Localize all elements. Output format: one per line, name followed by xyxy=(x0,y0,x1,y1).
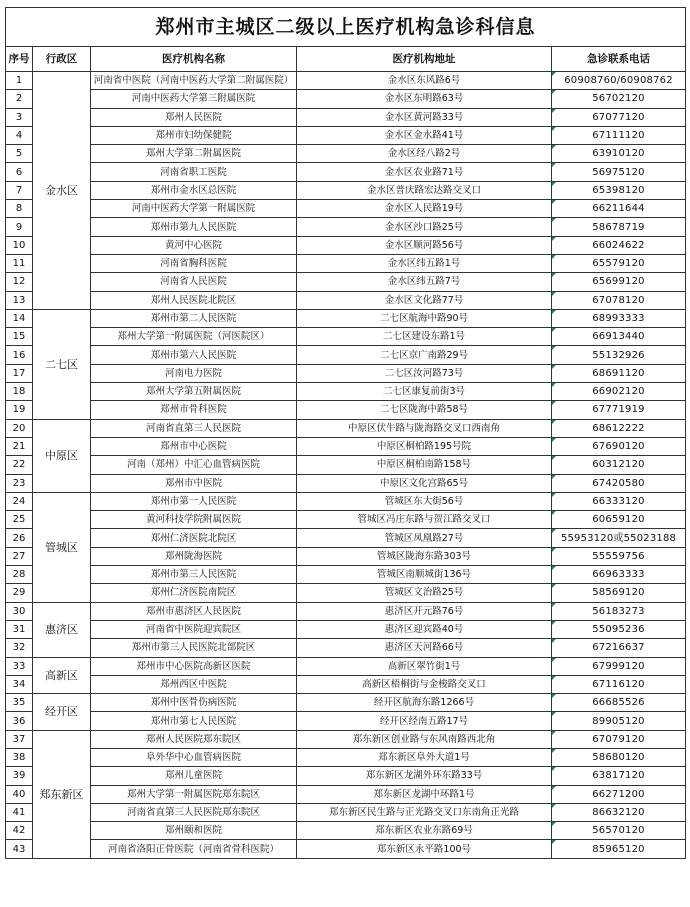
row-number: 21 xyxy=(6,437,33,455)
row-number: 19 xyxy=(6,401,33,419)
emergency-phone: 68612222 xyxy=(552,419,686,437)
institution-address: 金水区经八路2号 xyxy=(297,145,552,163)
district-cell: 高新区 xyxy=(33,657,91,694)
institution-name: 河南省职工医院 xyxy=(91,163,297,181)
emergency-phone: 85965120 xyxy=(552,840,686,858)
institution-name: 郑州西区中医院 xyxy=(91,675,297,693)
table-row xyxy=(6,181,686,199)
row-number: 13 xyxy=(6,291,33,309)
table-row xyxy=(6,822,686,840)
institution-address: 二七区航海中路90号 xyxy=(297,309,552,327)
emergency-phone: 66211644 xyxy=(552,200,686,218)
row-number: 1 xyxy=(6,72,33,90)
emergency-phone: 58678719 xyxy=(552,218,686,236)
row-number: 24 xyxy=(6,492,33,510)
institution-address: 二七区康复前街3号 xyxy=(297,383,552,401)
institution-address: 二七区京广南路29号 xyxy=(297,346,552,364)
emergency-phone: 66685526 xyxy=(552,694,686,712)
institution-address: 郑东新区永平路100号 xyxy=(297,840,552,858)
institution-name: 郑州市中医院 xyxy=(91,474,297,492)
table-row xyxy=(6,273,686,291)
emergency-phone: 66024622 xyxy=(552,236,686,254)
emergency-phone: 60908760/60908762 xyxy=(552,72,686,90)
institution-address: 惠济区开元路76号 xyxy=(297,602,552,620)
row-number: 28 xyxy=(6,566,33,584)
row-number: 10 xyxy=(6,236,33,254)
table-row xyxy=(6,90,686,108)
institution-name: 阜外华中心血管病医院 xyxy=(91,748,297,766)
table-row xyxy=(6,840,686,858)
emergency-phone: 63817120 xyxy=(552,767,686,785)
row-number: 18 xyxy=(6,383,33,401)
emergency-phone: 55953120或55023188 xyxy=(552,529,686,547)
district-cell: 中原区 xyxy=(33,419,91,492)
institution-address: 二七区汝河路73号 xyxy=(297,364,552,382)
institution-name: 河南中医药大学第三附属医院 xyxy=(91,90,297,108)
row-number: 32 xyxy=(6,639,33,657)
emergency-phone: 66271200 xyxy=(552,785,686,803)
table-row xyxy=(6,126,686,144)
district-cell: 二七区 xyxy=(33,309,91,419)
row-number: 17 xyxy=(6,364,33,382)
institution-name: 郑州市第二人民医院 xyxy=(91,309,297,327)
institution-name: 黄河中心医院 xyxy=(91,236,297,254)
emergency-phone: 65579120 xyxy=(552,254,686,272)
row-number: 11 xyxy=(6,254,33,272)
table-row xyxy=(6,620,686,638)
institution-address: 金水区农业路71号 xyxy=(297,163,552,181)
institution-name: 河南省中医院（河南中医药大学第二附属医院） xyxy=(91,72,297,90)
emergency-phone: 55095236 xyxy=(552,620,686,638)
row-number: 38 xyxy=(6,748,33,766)
emergency-phone: 56570120 xyxy=(552,822,686,840)
emergency-phone: 89905120 xyxy=(552,712,686,730)
table-row xyxy=(6,254,686,272)
table-row xyxy=(6,474,686,492)
emergency-phone: 67420580 xyxy=(552,474,686,492)
institution-name: 郑州人民医院 xyxy=(91,108,297,126)
institution-address: 金水区顺河路56号 xyxy=(297,236,552,254)
header-institution-address: 医疗机构地址 xyxy=(297,47,552,72)
institution-name: 郑州人民医院北院区 xyxy=(91,291,297,309)
emergency-phone: 58680120 xyxy=(552,748,686,766)
emergency-phone: 68691120 xyxy=(552,364,686,382)
table-row xyxy=(6,785,686,803)
institution-name: 郑州大学第五附属医院 xyxy=(91,383,297,401)
institution-address: 惠济区迎宾路40号 xyxy=(297,620,552,638)
institution-name: 郑州仁济医院北院区 xyxy=(91,529,297,547)
institution-address: 二七区建设东路1号 xyxy=(297,328,552,346)
table-row xyxy=(6,200,686,218)
institution-address: 金水区纬五路7号 xyxy=(297,273,552,291)
table-row xyxy=(6,547,686,565)
institution-name: 河南电力医院 xyxy=(91,364,297,382)
institution-address: 金水区黄河路33号 xyxy=(297,108,552,126)
institution-address: 经开区航海东路1266号 xyxy=(297,694,552,712)
emergency-phone: 60659120 xyxy=(552,511,686,529)
institution-name: 郑州市金水区总医院 xyxy=(91,181,297,199)
row-number: 33 xyxy=(6,657,33,675)
table-title: 郑州市主城区二级以上医疗机构急诊科信息 xyxy=(6,8,686,47)
institution-address: 高新区梧桐街与金梭路交叉口 xyxy=(297,675,552,693)
institution-address: 中原区桐柏路195号院 xyxy=(297,437,552,455)
table-row xyxy=(6,748,686,766)
table-row xyxy=(6,108,686,126)
institution-address: 郑东新区龙湖中环路1号 xyxy=(297,785,552,803)
institution-name: 郑州市第六人民医院 xyxy=(91,346,297,364)
table-row xyxy=(6,145,686,163)
institution-address: 金水区东风路6号 xyxy=(297,72,552,90)
row-number: 43 xyxy=(6,840,33,858)
row-number: 12 xyxy=(6,273,33,291)
row-number: 3 xyxy=(6,108,33,126)
table-row xyxy=(6,602,686,620)
table-row xyxy=(6,364,686,382)
institution-address: 金水区普庆路宏达路交叉口 xyxy=(297,181,552,199)
header-institution-name: 医疗机构名称 xyxy=(91,47,297,72)
district-cell: 金水区 xyxy=(33,72,91,310)
institution-address: 经开区经南五路17号 xyxy=(297,712,552,730)
table-row xyxy=(6,456,686,474)
row-number: 16 xyxy=(6,346,33,364)
institution-address: 管城区文治路25号 xyxy=(297,584,552,602)
institution-name: 郑州市中心医院高新区医院 xyxy=(91,657,297,675)
emergency-phone: 66963333 xyxy=(552,566,686,584)
row-number: 41 xyxy=(6,803,33,821)
institution-address: 中原区伏牛路与陇海路交叉口西南角 xyxy=(297,419,552,437)
emergency-phone: 68993333 xyxy=(552,309,686,327)
institution-address: 金水区金水路41号 xyxy=(297,126,552,144)
emergency-info-table xyxy=(5,7,686,859)
emergency-phone: 67999120 xyxy=(552,657,686,675)
institution-address: 金水区人民路19号 xyxy=(297,200,552,218)
emergency-phone: 67690120 xyxy=(552,437,686,455)
table-row xyxy=(6,309,686,327)
header-emergency-phone: 急诊联系电话 xyxy=(552,47,686,72)
emergency-phone: 60312120 xyxy=(552,456,686,474)
row-number: 8 xyxy=(6,200,33,218)
table-row xyxy=(6,584,686,602)
table-row xyxy=(6,657,686,675)
header-district: 行政区 xyxy=(33,47,91,72)
row-number: 23 xyxy=(6,474,33,492)
table-row xyxy=(6,401,686,419)
institution-name: 河南省人民医院 xyxy=(91,273,297,291)
row-number: 2 xyxy=(6,90,33,108)
institution-name: 黄河科技学院附属医院 xyxy=(91,511,297,529)
row-number: 14 xyxy=(6,309,33,327)
emergency-phone: 67078120 xyxy=(552,291,686,309)
row-number: 36 xyxy=(6,712,33,730)
institution-address: 管城区东大街56号 xyxy=(297,492,552,510)
row-number: 5 xyxy=(6,145,33,163)
table-row xyxy=(6,328,686,346)
institution-address: 金水区文化路77号 xyxy=(297,291,552,309)
institution-address: 惠济区天河路66号 xyxy=(297,639,552,657)
institution-name: 郑州市第一人民医院 xyxy=(91,492,297,510)
institution-name: 郑州仁济医院南院区 xyxy=(91,584,297,602)
institution-name: 郑州市妇幼保健院 xyxy=(91,126,297,144)
header-number: 序号 xyxy=(6,47,33,72)
table-row xyxy=(6,163,686,181)
institution-name: 河南省直第三人民医院 xyxy=(91,419,297,437)
emergency-phone: 86632120 xyxy=(552,803,686,821)
institution-address: 郑东新区民生路与正光路交叉口东南角正光路 xyxy=(297,803,552,821)
emergency-phone: 56702120 xyxy=(552,90,686,108)
row-number: 40 xyxy=(6,785,33,803)
row-number: 34 xyxy=(6,675,33,693)
header-row xyxy=(6,47,686,72)
table-row xyxy=(6,675,686,693)
row-number: 22 xyxy=(6,456,33,474)
institution-name: 郑州陇海医院 xyxy=(91,547,297,565)
institution-name: 郑州大学第一附属医院（河医院区） xyxy=(91,328,297,346)
institution-address: 管城区陇海东路303号 xyxy=(297,547,552,565)
table-row xyxy=(6,566,686,584)
row-number: 27 xyxy=(6,547,33,565)
district-cell: 惠济区 xyxy=(33,602,91,657)
institution-address: 金水区东明路63号 xyxy=(297,90,552,108)
emergency-phone: 67216637 xyxy=(552,639,686,657)
institution-address: 金水区纬五路1号 xyxy=(297,254,552,272)
emergency-phone: 58569120 xyxy=(552,584,686,602)
institution-name: 郑州市第三人民医院北部院区 xyxy=(91,639,297,657)
institution-name: 郑州市第三人民医院 xyxy=(91,566,297,584)
institution-name: 河南省直第三人民医院郑东院区 xyxy=(91,803,297,821)
row-number: 35 xyxy=(6,694,33,712)
institution-name: 郑州市第七人民医院 xyxy=(91,712,297,730)
row-number: 39 xyxy=(6,767,33,785)
row-number: 29 xyxy=(6,584,33,602)
institution-name: 郑州市骨科医院 xyxy=(91,401,297,419)
table-row xyxy=(6,730,686,748)
institution-address: 高新区翠竹街1号 xyxy=(297,657,552,675)
table-row xyxy=(6,712,686,730)
institution-name: 郑州市中心医院 xyxy=(91,437,297,455)
emergency-phone: 63910120 xyxy=(552,145,686,163)
emergency-phone: 66333120 xyxy=(552,492,686,510)
district-cell: 郑东新区 xyxy=(33,730,91,858)
emergency-phone: 65699120 xyxy=(552,273,686,291)
table-row xyxy=(6,218,686,236)
institution-address: 郑东新区龙湖外环东路33号 xyxy=(297,767,552,785)
row-number: 20 xyxy=(6,419,33,437)
table-row xyxy=(6,72,686,90)
emergency-phone: 67116120 xyxy=(552,675,686,693)
emergency-phone: 65398120 xyxy=(552,181,686,199)
institution-name: 河南省中医院迎宾院区 xyxy=(91,620,297,638)
emergency-phone: 67111120 xyxy=(552,126,686,144)
table-row xyxy=(6,639,686,657)
table-row xyxy=(6,529,686,547)
institution-address: 金水区沙口路25号 xyxy=(297,218,552,236)
institution-name: 郑州颐和医院 xyxy=(91,822,297,840)
institution-address: 二七区陇海中路58号 xyxy=(297,401,552,419)
emergency-phone: 56975120 xyxy=(552,163,686,181)
institution-address: 郑东新区创业路与东风南路西北角 xyxy=(297,730,552,748)
row-number: 9 xyxy=(6,218,33,236)
row-number: 30 xyxy=(6,602,33,620)
row-number: 25 xyxy=(6,511,33,529)
institution-name: 河南中医药大学第一附属医院 xyxy=(91,200,297,218)
institution-address: 中原区文化宫路65号 xyxy=(297,474,552,492)
table-row xyxy=(6,511,686,529)
table-row xyxy=(6,767,686,785)
institution-address: 管城区南顺城街136号 xyxy=(297,566,552,584)
table-row xyxy=(6,291,686,309)
row-number: 37 xyxy=(6,730,33,748)
row-number: 6 xyxy=(6,163,33,181)
institution-name: 郑州市第九人民医院 xyxy=(91,218,297,236)
emergency-phone: 67077120 xyxy=(552,108,686,126)
institution-name: 郑州市惠济区人民医院 xyxy=(91,602,297,620)
row-number: 7 xyxy=(6,181,33,199)
institution-address: 郑东新区阜外大道1号 xyxy=(297,748,552,766)
row-number: 4 xyxy=(6,126,33,144)
institution-address: 管城区凤凰路27号 xyxy=(297,529,552,547)
table-row xyxy=(6,383,686,401)
emergency-phone: 67079120 xyxy=(552,730,686,748)
table-row xyxy=(6,346,686,364)
row-number: 42 xyxy=(6,822,33,840)
table-row xyxy=(6,236,686,254)
institution-address: 郑东新区农业东路69号 xyxy=(297,822,552,840)
row-number: 26 xyxy=(6,529,33,547)
institution-name: 郑州人民医院郑东院区 xyxy=(91,730,297,748)
emergency-phone: 66913440 xyxy=(552,328,686,346)
table-row xyxy=(6,419,686,437)
institution-name: 郑州大学第二附属医院 xyxy=(91,145,297,163)
row-number: 31 xyxy=(6,620,33,638)
emergency-phone: 66902120 xyxy=(552,383,686,401)
institution-name: 河南（郑州）中汇心血管病医院 xyxy=(91,456,297,474)
emergency-phone: 55132926 xyxy=(552,346,686,364)
institution-name: 郑州大学第一附属医院郑东院区 xyxy=(91,785,297,803)
emergency-phone: 56183273 xyxy=(552,602,686,620)
institution-name: 郑州中医骨伤病医院 xyxy=(91,694,297,712)
district-cell: 管城区 xyxy=(33,492,91,602)
institution-name: 河南省胸科医院 xyxy=(91,254,297,272)
institution-name: 河南省洛阳正骨医院（河南省骨科医院） xyxy=(91,840,297,858)
table-row xyxy=(6,492,686,510)
row-number: 15 xyxy=(6,328,33,346)
institution-address: 管城区冯庄东路与贺江路交叉口 xyxy=(297,511,552,529)
institution-name: 郑州儿童医院 xyxy=(91,767,297,785)
table-row xyxy=(6,694,686,712)
table-row xyxy=(6,437,686,455)
institution-address: 中原区桐柏南路158号 xyxy=(297,456,552,474)
table-row xyxy=(6,803,686,821)
emergency-phone: 67771919 xyxy=(552,401,686,419)
emergency-phone: 55559756 xyxy=(552,547,686,565)
district-cell: 经开区 xyxy=(33,694,91,731)
